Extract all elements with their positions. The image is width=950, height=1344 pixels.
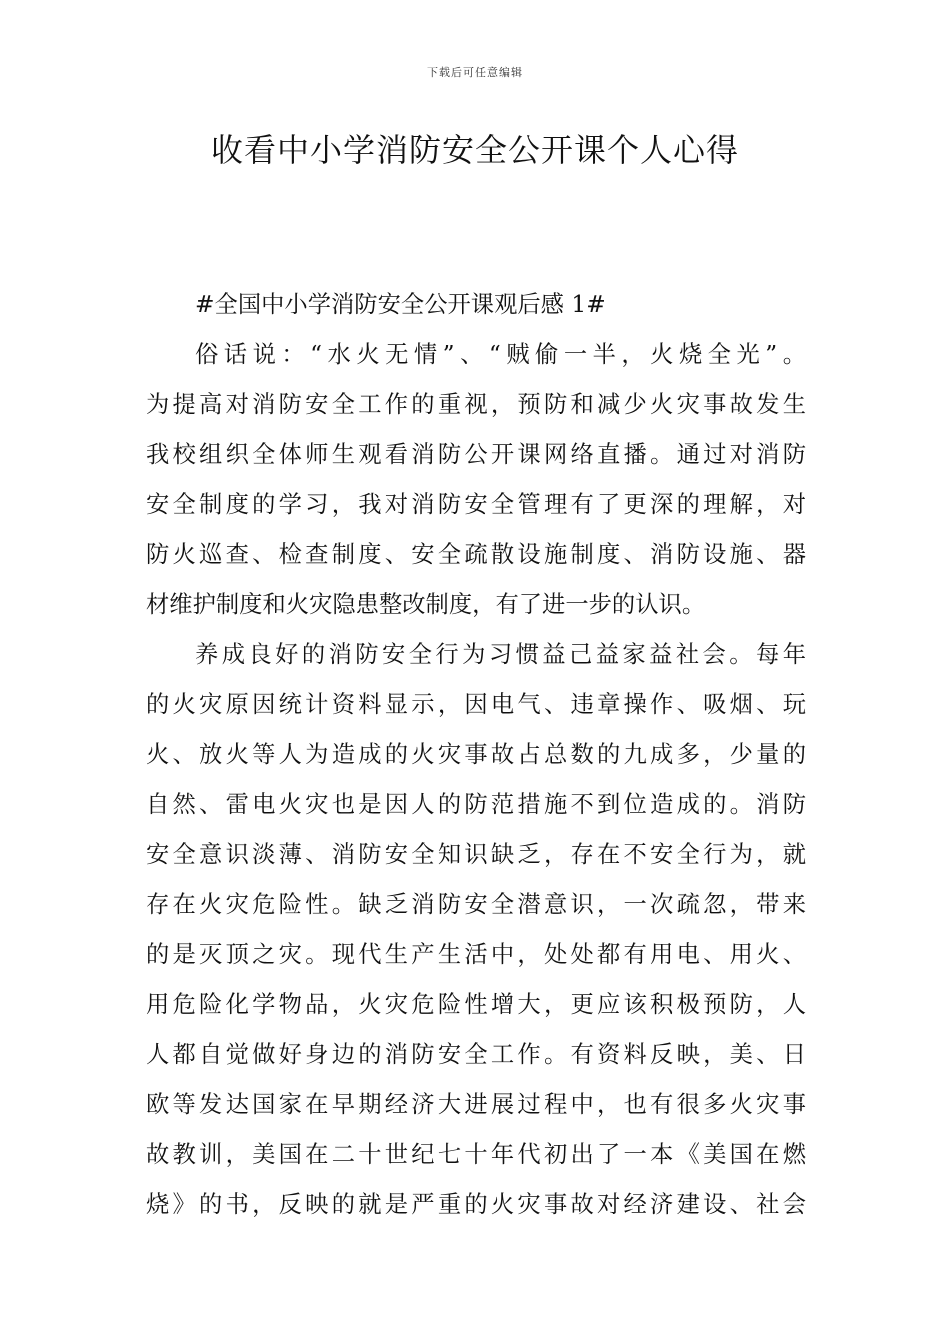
paragraph-line: 用危险化学物品，火灾危险性增大，更应该积极预防，人: [146, 991, 806, 1018]
paragraph-line: 为提高对消防安全工作的重视，预防和减少火灾事故发生: [146, 391, 806, 418]
document-title: 收看中小学消防安全公开课个人心得: [210, 131, 739, 169]
paragraph-line: 的是灭顶之灾。现代生产生活中，处处都有用电、用火、: [146, 941, 806, 968]
document-body: [146, 280, 806, 1230]
page-header-note: 下载后可任意编辑: [427, 66, 523, 79]
paragraph-line: 安全意识淡薄、消防安全知识缺乏，存在不安全行为，就: [146, 841, 806, 868]
paragraph-line: 火、放火等人为造成的火灾事故占总数的九成多，少量的: [146, 741, 806, 768]
paragraph-line: 烧》的书，反映的就是严重的火灾事故对经济建设、社会: [146, 1191, 806, 1218]
paragraph-line: 自然、雷电火灾也是因人的防范措施不到位造成的。消防: [146, 791, 806, 818]
paragraph-line: 我校组织全体师生观看消防公开课网络直播。通过对消防: [146, 441, 806, 468]
paragraph-heading-line: #全国中小学消防安全公开课观后感 1#: [195, 291, 606, 318]
paragraph-line: 故教训，美国在二十世纪七十年代初出了一本《美国在燃: [146, 1141, 806, 1168]
paragraph-line: 防火巡查、检查制度、安全疏散设施制度、消防设施、器: [146, 541, 806, 568]
paragraph-line: 安全制度的学习，我对消防安全管理有了更深的理解，对: [146, 491, 806, 518]
paragraph-line: 养成良好的消防安全行为习惯益己益家益社会。每年: [195, 641, 806, 668]
paragraph-line: 人都自觉做好身边的消防安全工作。有资料反映，美、日: [146, 1041, 806, 1068]
paragraph-line: 欧等发达国家在早期经济大进展过程中，也有很多火灾事: [146, 1091, 806, 1118]
paragraph-line: 存在火灾危险性。缺乏消防安全潜意识，一次疏忽，带来: [146, 891, 806, 918]
paragraph-line: 材维护制度和火灾隐患整改制度，有了进一步的认识。: [146, 591, 706, 618]
paragraph-line: 俗话说：“水火无情”、“贼偷一半，火烧全光”。: [195, 341, 806, 368]
paragraph-line: 的火灾原因统计资料显示，因电气、违章操作、吸烟、玩: [146, 691, 806, 718]
